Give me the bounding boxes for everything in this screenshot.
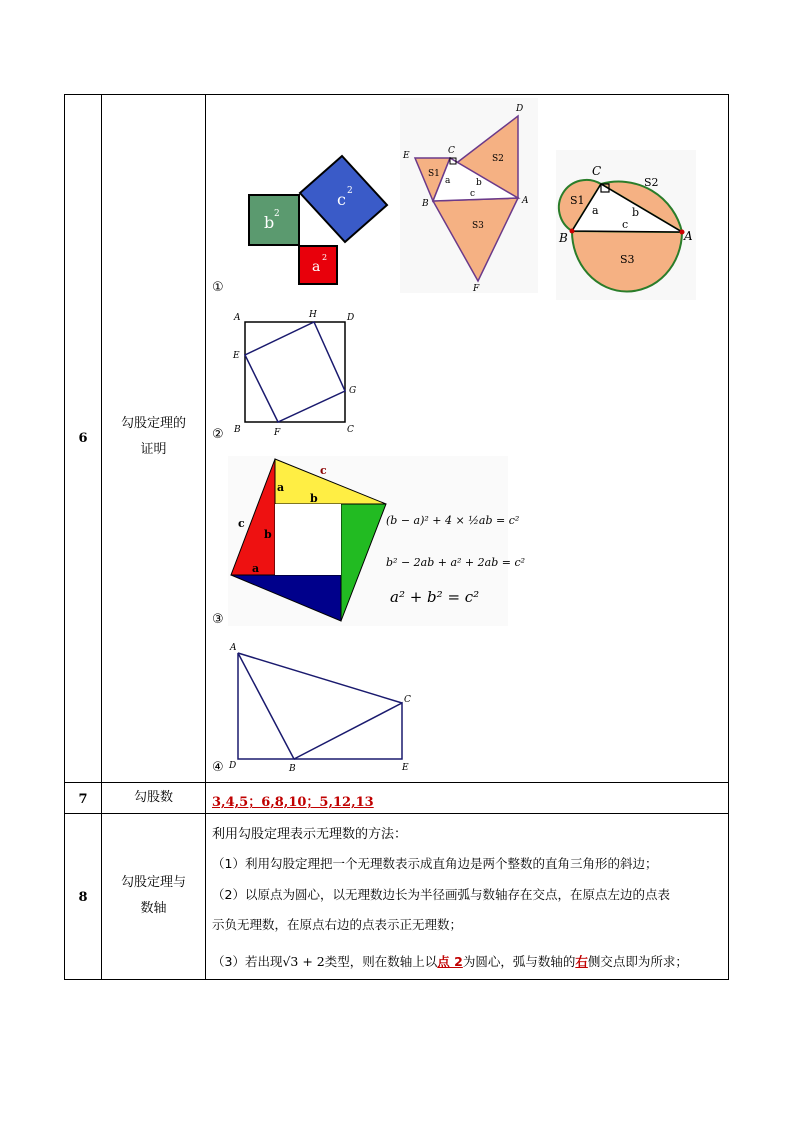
item3-middle: 类型，则在数轴上以 — [324, 954, 438, 969]
lbl-b: b — [476, 178, 482, 188]
row-title-6-line2: 证明 — [140, 442, 167, 457]
label-c: c — [337, 190, 346, 209]
lbl4-B: B — [289, 764, 296, 774]
lbl-S2b: S2 — [644, 176, 659, 189]
lbl-S3: S3 — [472, 221, 484, 231]
lbl4-E: E — [402, 763, 409, 773]
lbl4-A: A — [230, 643, 237, 653]
lbl-B: B — [422, 199, 429, 209]
lbl2-C: C — [347, 425, 354, 435]
lbl4-D: D — [229, 761, 237, 771]
method-item-2a: （2）以原点为圆心，以无理数边长为半径画弧与数轴存在交点，在原点左边的点表 — [212, 887, 670, 902]
method-item-3 — [212, 952, 688, 970]
inner-square — [245, 322, 345, 422]
row-title-8-line1: 勾股定理与 — [120, 875, 186, 890]
lbl-S2: S2 — [492, 154, 504, 164]
label-a: a — [312, 259, 321, 275]
figure-colored-proof — [228, 456, 526, 626]
triangle-bce — [294, 703, 402, 759]
outer-square — [245, 322, 345, 422]
row-number-8: 8 — [78, 890, 88, 905]
figure-squares — [240, 150, 400, 290]
triangle-abd — [238, 653, 294, 759]
lbl3-b-top: b — [310, 492, 318, 505]
lbl-S3b: S3 — [620, 253, 635, 266]
lbl-a2: a — [592, 204, 599, 217]
row-divider-2 — [65, 813, 728, 814]
lbl3-a-top: a — [277, 481, 285, 494]
lbl-E: E — [403, 151, 410, 161]
lbl-S1: S1 — [428, 169, 440, 179]
lbl3-c-top: c — [320, 464, 327, 477]
label-b: b — [264, 213, 275, 232]
row-title-8-line2: 数轴 — [140, 901, 167, 916]
item3-prefix: （3）若出现 — [212, 954, 283, 969]
pythagorean-triples: 3,4,5；6,8,10；5,12,13 — [212, 795, 374, 810]
lbl-c2: c — [622, 218, 629, 231]
lbl3-b-left: b — [264, 528, 272, 541]
lbl2-H: H — [309, 310, 317, 320]
row-title-6-line1: 勾股定理的 — [120, 416, 186, 431]
inner-white-square — [275, 504, 341, 575]
row-divider-1 — [65, 782, 728, 783]
lbl3-c-left: c — [238, 517, 245, 530]
lbl-B2: B — [559, 231, 568, 245]
lbl-C2: C — [592, 164, 602, 178]
item3-suffix: 侧交点即为所求； — [587, 954, 688, 969]
item3-point: 点 2 — [437, 954, 463, 969]
marker-1: ① — [212, 280, 224, 295]
row-number-7: 7 — [78, 792, 88, 807]
figure-inner-square — [228, 305, 368, 440]
formula-1: (b − a)² + 4 × ½ab = c² — [386, 514, 520, 527]
figure-triangles — [400, 98, 538, 293]
exp-c: 2 — [347, 186, 353, 196]
item3-side: 右 — [575, 954, 588, 969]
lbl3-a-bottom: a — [252, 562, 260, 575]
row-title-7: 勾股数 — [133, 790, 173, 805]
formula-2: b² − 2ab + a² + 2ab = c² — [386, 556, 526, 569]
figure-semicircles — [556, 150, 696, 300]
item3-expression: √3 + 2 — [282, 954, 325, 969]
lbl2-D: D — [347, 313, 355, 323]
marker-4: ④ — [212, 760, 224, 775]
item3-middle2: 为圆心，弧与数轴的 — [462, 954, 576, 969]
marker-3: ③ — [212, 612, 224, 627]
method-intro: 利用勾股定理表示无理数的方法： — [212, 827, 408, 842]
exp-a: 2 — [322, 253, 328, 262]
lbl-D: D — [516, 104, 524, 114]
lbl2-A: A — [234, 313, 241, 323]
col-divider-1 — [101, 95, 102, 979]
lbl-S1b: S1 — [570, 194, 585, 207]
row-number-6: 6 — [78, 431, 88, 446]
lbl2-G: G — [349, 386, 357, 396]
method-item-2b: 示负无理数，在原点右边的点表示正无理数； — [212, 917, 463, 932]
lbl-A: A — [522, 196, 529, 206]
line-ac — [238, 653, 402, 703]
lbl2-F: F — [274, 428, 281, 438]
exp-b: 2 — [274, 209, 280, 219]
lbl2-B: B — [234, 425, 241, 435]
formula-3: a² + b² = c² — [390, 588, 480, 606]
lbl4-C: C — [404, 695, 411, 705]
lbl-b2: b — [632, 206, 640, 219]
figure-trapezoid — [226, 640, 416, 775]
lbl-A2: A — [684, 229, 693, 243]
col-divider-2 — [205, 95, 206, 979]
lbl-F: F — [473, 284, 480, 294]
lbl-C: C — [448, 146, 455, 156]
marker-2: ② — [212, 427, 224, 442]
row-title-6 — [102, 411, 205, 463]
row-title-8 — [102, 870, 205, 922]
lbl-c: c — [470, 189, 476, 199]
lbl-a: a — [445, 176, 451, 186]
lbl2-E: E — [233, 351, 240, 361]
method-item-1: （1）利用勾股定理把一个无理数表示成直角边是两个整数的直角三角形的斜边； — [212, 856, 658, 871]
